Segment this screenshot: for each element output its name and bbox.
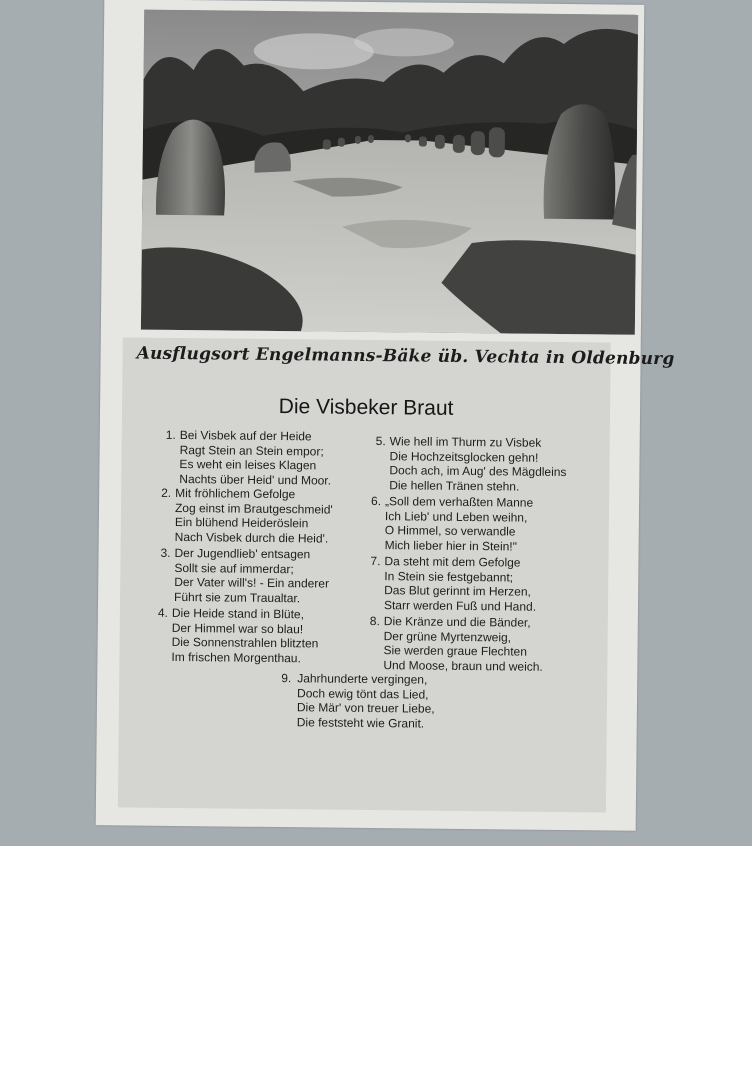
verse-line: Doch ach, im Aug' des Mägdleins [389,463,567,480]
verse-line: Mit fröhlichem Gefolge [175,485,296,502]
verse-line: In Stein sie festgebannt; [384,568,514,585]
verse-line: Der Vater will's! - Ein anderer [174,574,330,591]
verse-line: Die Sonnenstrahlen blitzten [171,634,319,651]
verse-line: Das Blut gerinnt im Herzen, [384,583,531,599]
verse-line: Ein blühend Heideröslein [174,514,309,531]
verse-line: Die Kränze und die Bänder, [383,614,531,630]
verse-number: 2. [161,485,172,500]
verse-line: Der Himmel war so blau! [171,620,304,636]
verse-line: Ragt Stein an Stein empor; [179,442,324,459]
verse-line: Im frischen Morgenthau. [171,649,301,665]
verse-line: Doch ewig tönt das Lied, [297,685,429,702]
verse-line: Die feststeht wie Granit. [296,714,425,731]
verse-line: Jahrhunderte vergingen, [297,671,428,687]
verse-line: Sollt sie auf immerdar; [174,560,294,576]
verse-line: Bei Visbek auf der Heide [179,428,312,444]
photo-stone-avenue [141,10,638,335]
verse-number: 7. [370,554,381,569]
verse-line: Mich lieber hier in Stein!" [384,537,518,554]
verse-line: Sie werden graue Flechten [383,643,528,659]
verse-line: Zog einst im Brautgeschmeid' [174,500,333,517]
verse-line: Und Moose, braun und weich. [383,657,543,674]
poem-title: Die Visbeker Braut [278,395,454,420]
verse-number: 8. [369,614,380,629]
verse-line: Ich Lieb' und Leben weihn, [384,508,528,525]
verse-number: 4. [157,605,169,620]
verse-number: 3. [160,545,171,560]
verse-line: Starr werden Fuß und Hand. [383,597,537,614]
verse-line: O Himmel, so verwandle [384,523,516,539]
verse-number: 9. [281,671,292,686]
location-caption: Ausflugsort Engelmanns-Bäke üb. Vechta in Oldenburg [136,343,675,370]
verse-line: Der Jugendlieb' entsagen [174,545,311,562]
postcard [96,0,675,831]
verse-line: Da steht mit dem Gefolge [384,554,521,570]
verse-line: Die hellen Tränen stehn. [389,477,520,494]
stone-avenue-picture [141,10,638,335]
verse-number: 6. [371,494,382,509]
verse-line: Wie hell im Thurm zu Visbek [389,434,542,450]
verse-line: Die Hochzeitsglocken gehn! [389,448,539,465]
verse-number: 5. [375,434,386,449]
verse-line: Die Mär' von treuer Liebe, [296,700,435,716]
verse-line: Es weht ein leises Klagen [179,457,317,473]
verse-line: Nachts über Heid' und Moor. [179,471,332,488]
verse-number: 1. [165,427,176,442]
verse-line: Die Heide stand in Blüte, [171,605,305,622]
verse-line: Der grüne Myrtenzweig, [383,628,512,644]
verse-line: „Soll dem verhaßten Manne [385,494,534,510]
verse-line: Führt sie zum Traualtar. [174,589,301,605]
verse-line: Nach Visbek durch die Heid'. [174,529,329,546]
